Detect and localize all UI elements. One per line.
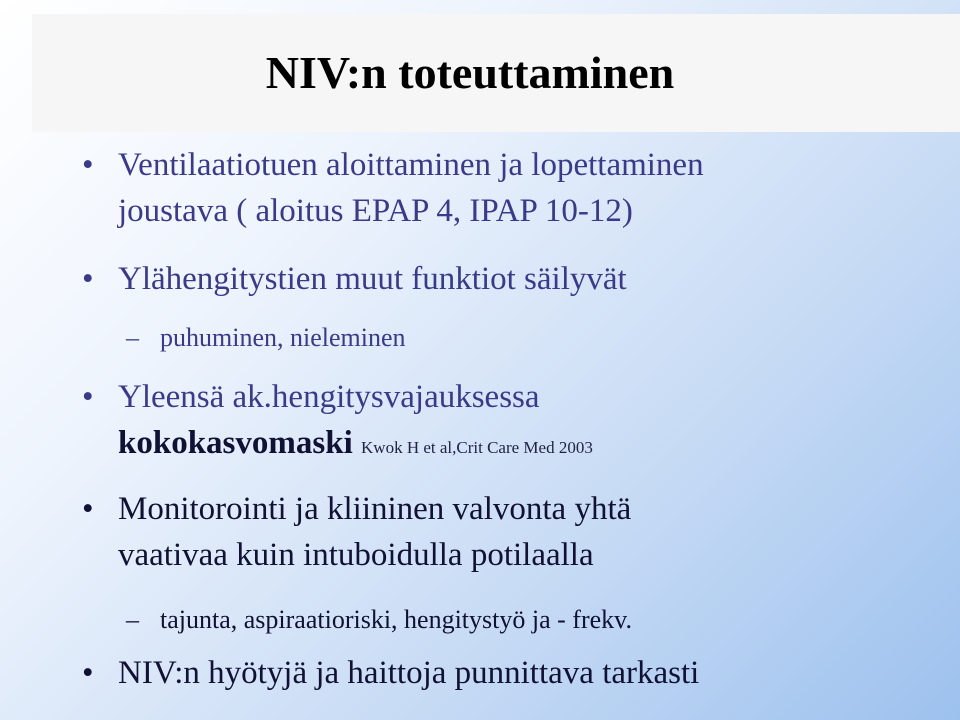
bullet-upper-airway: • Ylähengitystien muut funktiot säilyvät — [118, 256, 938, 302]
bullet-text-line: • Yleensä ak.hengitysvajauksessa — [118, 379, 540, 415]
bullet-text-line — [118, 420, 938, 471]
sub-bullet-speech-swallow: – puhuminen, nieleminen — [160, 320, 940, 356]
bullet-text-line: • Ventilaatiotuen aloittaminen ja lopettaminen — [118, 147, 704, 183]
bullet-benefits-risks: • NIV:n hyötyjä ja haittoja punnittava tarkasti — [118, 650, 938, 696]
bullet-ventilation-start — [118, 142, 938, 234]
bullet-text-line: • Monitorointi ja kliininen valvonta yhtä — [118, 491, 632, 527]
bullet-text-line: vaativaa kuin intuboidulla potilaalla — [118, 537, 594, 573]
slide-title: NIV:n toteuttaminen — [265, 47, 675, 98]
citation: Kwok H et al,Crit Care Med 2003 — [361, 438, 593, 457]
sub-bullet-monitoring-items: – tajunta, aspiraatioriski, hengitystyö ja - frekv. — [160, 602, 940, 638]
bold-term: kokokasvomaski — [118, 425, 353, 461]
bullet-text-line: joustava ( aloitus EPAP 4, IPAP 10-12) — [118, 193, 633, 229]
bullet-monitoring — [118, 486, 938, 578]
bullet-full-face-mask — [118, 374, 938, 471]
